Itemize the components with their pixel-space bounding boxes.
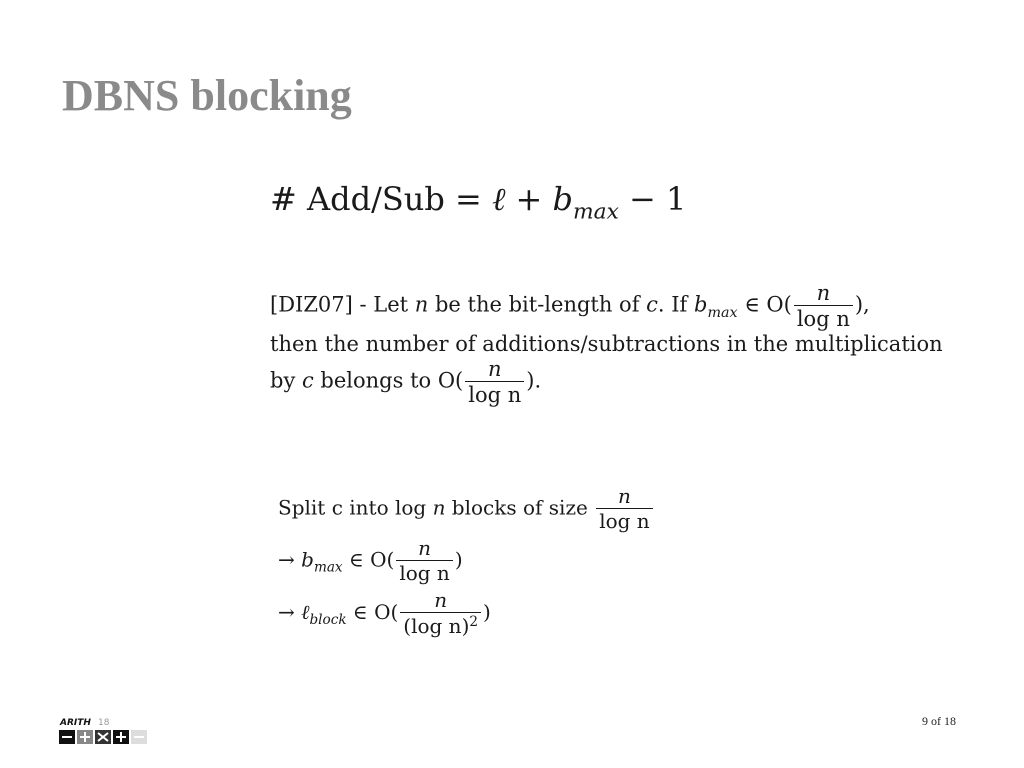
- split-line-2: [278, 538, 655, 584]
- formula-lhs: Add/Sub: [306, 180, 445, 218]
- theorem-text: belongs to O(: [313, 368, 464, 393]
- fraction-denominator: [400, 612, 481, 637]
- ell-subscript: block: [309, 612, 347, 629]
- close-paren: ).: [526, 368, 542, 393]
- close-paren: ),: [854, 292, 870, 317]
- theorem-line-3: [270, 358, 970, 406]
- in-big-o: ∈ O(: [346, 599, 399, 624]
- var-b: b: [694, 292, 708, 317]
- arith-logo-icon: [58, 716, 158, 748]
- b-subscript: max: [313, 559, 343, 576]
- arrow-icon: →: [278, 547, 295, 572]
- arith-logo: [58, 716, 158, 748]
- theorem-block: [270, 282, 970, 407]
- exponent: 2: [469, 614, 479, 630]
- in-big-o: ∈ O(: [737, 292, 792, 317]
- fraction-denominator: log n: [596, 508, 652, 532]
- var-n: n: [414, 292, 429, 317]
- theorem-text: . If: [657, 292, 694, 317]
- in-big-o: ∈ O(: [342, 547, 395, 572]
- fraction-denominator: log n: [465, 381, 524, 406]
- fraction-numerator: n: [418, 536, 432, 560]
- theorem-line-2: then the number of additions/subtractions in the multiplication: [270, 332, 943, 357]
- hash-symbol: #: [270, 180, 297, 218]
- slide-title: DBNS blocking: [62, 71, 352, 120]
- b-subscript: max: [572, 199, 619, 225]
- split-text: Split c into log: [278, 495, 433, 520]
- fraction: [596, 486, 652, 532]
- close-paren: ): [454, 547, 463, 572]
- svg-text:ARITH: ARITH: [60, 718, 91, 728]
- theorem-text: be the bit-length of: [428, 292, 647, 317]
- b-subscript: max: [707, 304, 738, 321]
- page-number: 9 of 18: [922, 714, 956, 728]
- b-symbol: b: [552, 180, 573, 218]
- fraction: [465, 358, 524, 406]
- var-c: c: [301, 368, 314, 393]
- var-ell: ℓ: [301, 599, 310, 624]
- plus-sign: +: [515, 180, 543, 218]
- fraction-numerator: n: [434, 588, 448, 612]
- ell-symbol: ℓ: [492, 180, 506, 218]
- fraction: [794, 282, 853, 330]
- fraction: [396, 538, 452, 584]
- fraction-numerator: n: [617, 484, 631, 508]
- var-c: c: [646, 292, 658, 317]
- minus-one: − 1: [629, 180, 687, 218]
- theorem-text: by: [270, 368, 302, 393]
- equals-sign: =: [455, 180, 482, 218]
- theorem-text: - Let: [352, 292, 415, 317]
- split-line-3: [278, 590, 655, 637]
- split-line-1: [278, 486, 655, 532]
- fraction-numerator: n: [487, 357, 502, 382]
- fraction-denominator: log n: [396, 560, 452, 584]
- denominator-text: (log n): [403, 613, 470, 638]
- fraction: [400, 590, 481, 637]
- fraction-denominator: log n: [794, 305, 853, 330]
- citation: [DIZ07]: [270, 292, 353, 317]
- var-b: b: [301, 547, 314, 572]
- fraction-numerator: n: [816, 281, 831, 305]
- split-text: blocks of size: [445, 495, 595, 520]
- split-block: [278, 486, 655, 643]
- main-formula: [270, 180, 686, 224]
- arrow-icon: →: [278, 599, 295, 624]
- close-paren: ): [483, 599, 491, 624]
- theorem-line-1: [270, 282, 970, 330]
- svg-text:18: 18: [98, 718, 110, 728]
- var-n: n: [432, 495, 446, 520]
